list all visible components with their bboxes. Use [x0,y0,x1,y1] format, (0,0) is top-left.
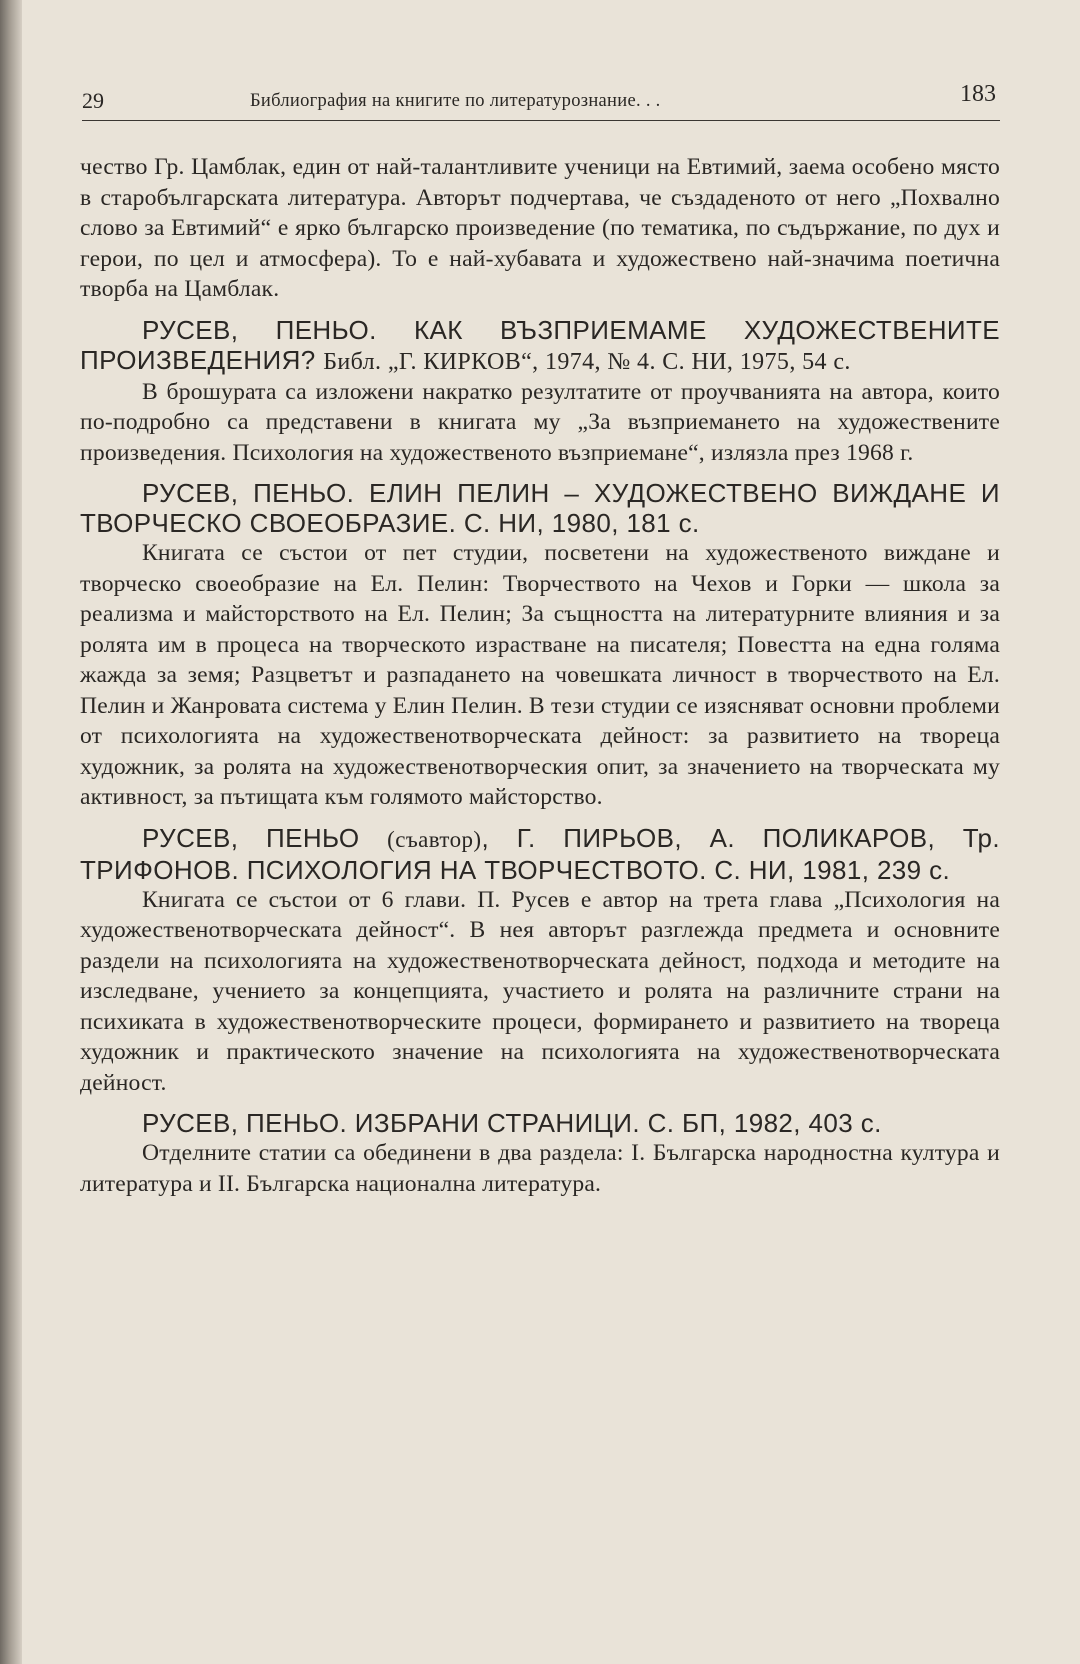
entry-annotation: В брошурата са изложени накратко резултатите от проучванията на автора, които по-подробно са представени в книгата му „За възприемането на художествените произведения. Психология на художественото възприемане“, излязла през 1968 г. [80,378,1000,466]
book-page [22,0,1080,1664]
bib-entry-heading [80,478,1000,538]
page-number-left: 29 [82,88,104,113]
entry-title-rest: , Г. ПИРЬОВ, А. ПОЛИКАРОВ, Тр. ТРИФОНОВ. ПСИХОЛОГИЯ НА ТВОРЧЕСТВОТО. [80,822,1001,885]
running-title: Библиография на книгите по литературознание. . . [250,91,661,111]
entry-annotation: Книгата се състои от 6 глави. П. Русев е автор на трета глава „Психология на художественотворческата дейност“. В нея авторът разглежда предмета и основните раздели на психологията на художественотворческата дейност, подхода и методите на изследване, учението за концепцията, участието и ролята на различните страни на психиката в художественотворческите процеси, формирането и развитието на твореца художник и практическото значение на психологията на художественотворческата дейност. [80,886,1000,1096]
entry-title: РУСЕВ, ПЕНЬО [142,822,360,853]
entry-title: РУСЕВ, ПЕНЬО. ИЗБРАНИ СТРАНИЦИ. [142,1108,640,1138]
entry-coauthor-note: (съавтор) [387,826,482,852]
entry-imprint: С. НИ, 1980, 181 с. [463,508,700,538]
entry-imprint: Библ. „Г. КИРКОВ“, 1974, № 4. С. НИ, 1975, 54 с. [323,348,851,375]
entry-annotation: Книгата се състои от пет студии, посветени на художественото виждане и творческо своеобразие на Ел. Пелин: Творчеството на Чехов и Горки — школа за реализма и майсторството на Ел. Пелин; За същността на литературните влияния и за ролята им в процеса на творческото израстване на писателя; Повестта на една голяма жажда за земя; Разцветът и разпадането на човешката личност в творчеството на Ел. Пелин и Жанровата система у Елин Пелин. В тези студии се изясняват основни проблеми от психологията на художественотворческата дейност: за развитието на твореца художник, за ролята на художественотворческия опит, за значението на творческата му активност, за пътищата към голямото майсторство. [80,540,1000,810]
bib-entry-heading [80,1108,1000,1138]
entry-title: РУСЕВ, ПЕНЬО. КАК ВЪЗПРИЕМАМЕ ХУДОЖЕСТВЕНИТЕ ПРОИЗВЕДЕНИЯ? [80,314,1000,375]
page-body [80,152,1000,1199]
page-header [82,80,1000,121]
entry-title: РУСЕВ, ПЕНЬО. ЕЛИН ПЕЛИН – ХУДОЖЕСТВЕНО ВИЖДАНЕ И ТВОРЧЕСКО СВОЕОБРАЗИЕ. [80,478,1000,538]
entry-imprint: С. БП, 1982, 403 с. [647,1108,882,1138]
entry-annotation: Отделните статии са обединени в два раздела: I. Българска народностна култура и литература и II. Българска национална литература. [80,1140,1000,1197]
bib-entry-heading [80,315,1000,377]
page-number-right: 183 [960,81,996,107]
bib-entry-heading [80,823,1000,885]
intro-paragraph: чество Гр. Цамблак, един от най-талантливите ученици на Евтимий, заема особено място в старобългарската литература. Авторът подчертава, че създаденото от него „Похвално слово за Евтимий“ е ярко българско произведение (по тематика, по съдържание, по дух и герои, по цел и атмосфера). То е най-хубавата и художествено най-значима поетична творба на Цамблак. [80,154,1000,302]
book-binding [0,0,22,1664]
entry-imprint: С. НИ, 1981, 239 с. [714,854,951,885]
